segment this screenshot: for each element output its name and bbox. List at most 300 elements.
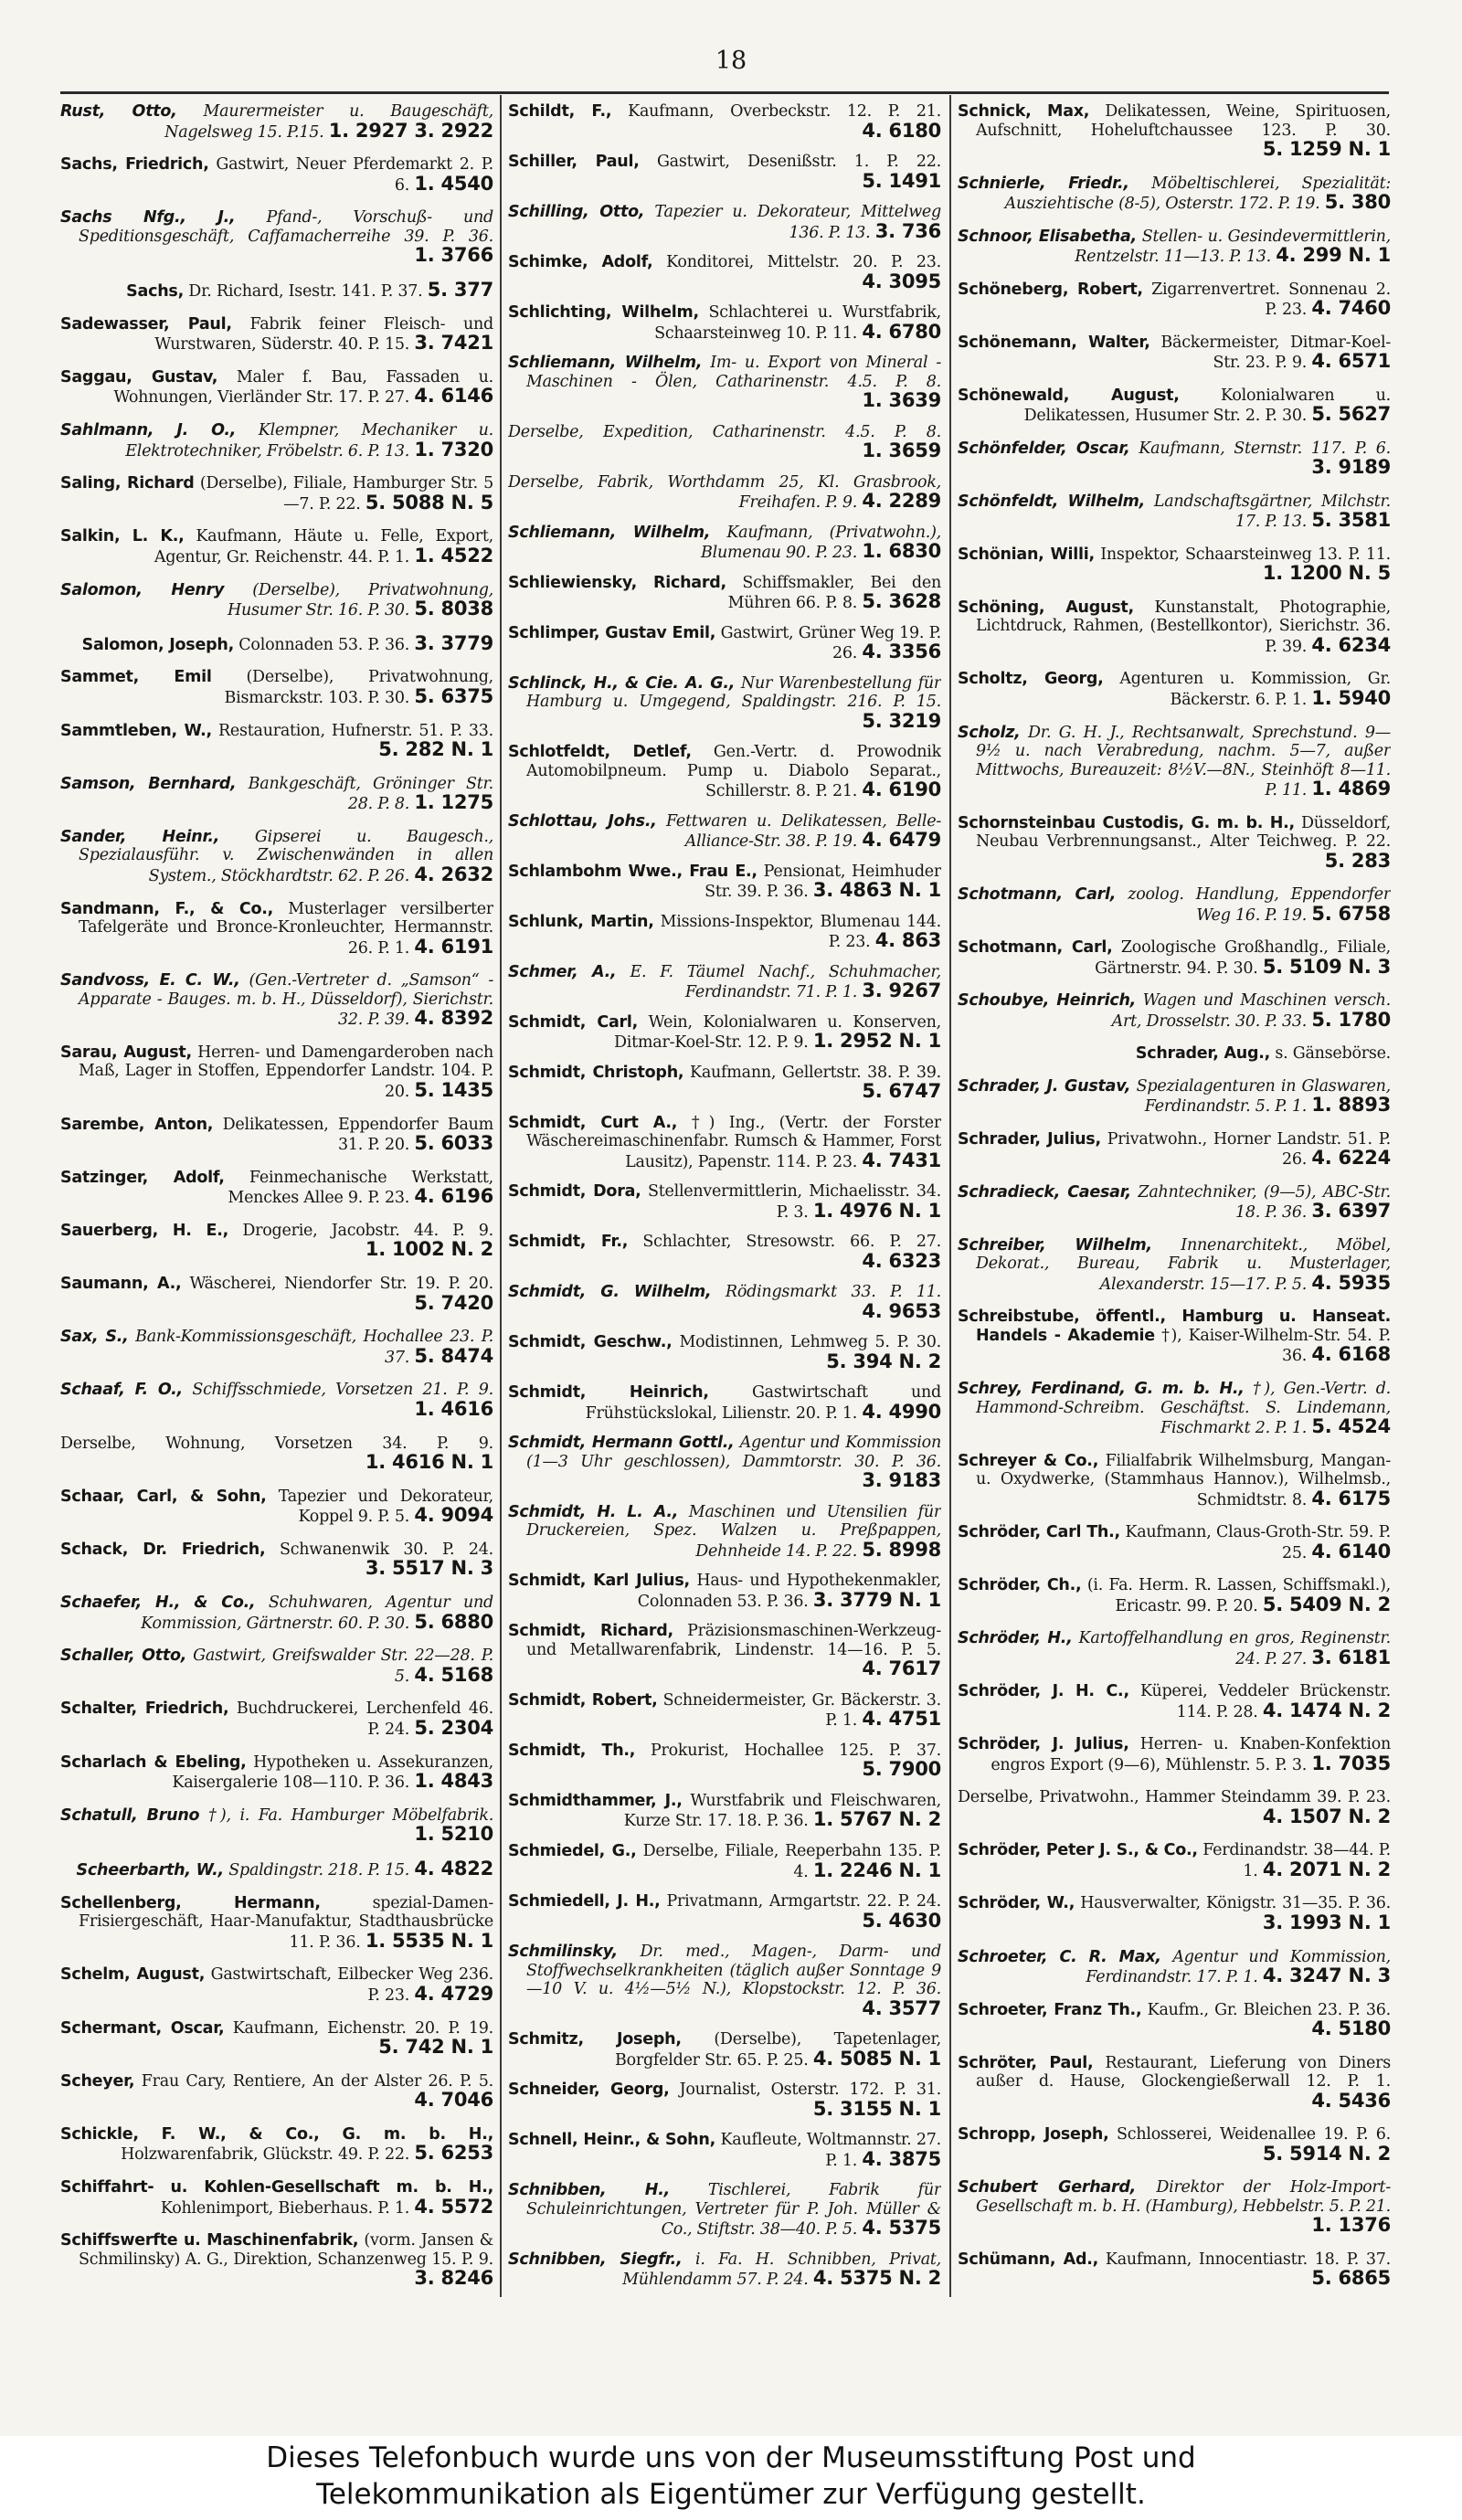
directory-entry xyxy=(958,175,1391,214)
phone-number: 4. 7431 xyxy=(862,1149,941,1171)
entry-details: Gen.-Vertr. d. Prowodnik Automobilpneum. Pump u. Diabolo Separat., Schillerstr. 8. P. 21. xyxy=(526,743,941,801)
directory-entry xyxy=(60,1541,493,1580)
directory-entry xyxy=(60,1435,493,1474)
entry-details: Düsseldorf, Neubau Verbrennungsanst., Alter Teichweg. P. 22. xyxy=(976,813,1391,852)
directory-entry xyxy=(508,1434,941,1492)
directory-entry xyxy=(958,2250,1391,2290)
phone-number: 1. 5535 N. 1 xyxy=(365,1929,493,1952)
phone-number: 5. 6758 xyxy=(1311,902,1391,925)
entry-details: Colonnaden 53. P. 36. xyxy=(238,635,410,654)
entry-details: Restaurant, Lieferung von Diners außer d. Hause, Glockengießerwall 12. P. 1. xyxy=(976,2053,1391,2091)
directory-entry xyxy=(958,885,1391,925)
phone-number: 5. 6880 xyxy=(414,1610,493,1633)
entry-name: Schornsteinbau Custodis, G. m. b. H., xyxy=(958,813,1295,832)
directory-entry xyxy=(60,102,493,142)
entry-name: Saggau, Gustav, xyxy=(60,367,218,386)
directory-entry xyxy=(60,1222,493,1261)
directory-entry xyxy=(508,253,941,292)
entry-details: Kaufmann, Overbeckstr. 12. P. 21. xyxy=(628,102,941,121)
entry-details: Gastwirtschaft, Eilbecker Weg 236. P. 23. xyxy=(210,1965,493,2005)
phone-number: 1. 5940 xyxy=(1311,686,1391,709)
entry-name: Schack, Dr. Friedrich, xyxy=(60,1540,266,1559)
entry-name: Schaller, Otto, xyxy=(60,1646,187,1666)
entry-details: Derselbe, Wohnung, Vorsetzen 34. P. 9. xyxy=(60,1434,493,1453)
entry-name: Schönfeldt, Wilhelm, xyxy=(958,492,1146,511)
entry-name: Satzinger, Adolf, xyxy=(60,1168,225,1187)
entry-name: Scharlach & Ebeling, xyxy=(60,1752,247,1772)
entry-details: Buchdruckerei, Lerchenfeld 46. P. 24. xyxy=(236,1699,493,1739)
directory-entry xyxy=(60,971,493,1030)
phone-number: 4. 5935 xyxy=(1311,1271,1391,1294)
phone-number: 5. 7420 xyxy=(414,1291,493,1314)
entry-name: Schiffswerfte u. Maschinenfabrik, xyxy=(60,2231,359,2250)
directory-entry xyxy=(508,812,941,852)
phone-number: 4. 9653 xyxy=(862,1299,941,1322)
directory-entry xyxy=(508,203,941,242)
entry-name: Schröder, Ch., xyxy=(958,1576,1082,1595)
phone-number: 1. 7035 xyxy=(1311,1752,1391,1774)
directory-entry xyxy=(60,1328,493,1367)
entry-details: Agenturen u. Kommission, Gr. Bäckerstr. 6. P. 1. xyxy=(1119,670,1391,709)
directory-entry xyxy=(958,545,1391,585)
entry-name: Schmidthammer, J., xyxy=(508,1791,683,1810)
entry-details: Tapezier und Dekorateur, Koppel 9. P. 5. xyxy=(278,1487,493,1527)
entry-details: Pensionat, Heimhuder Str. 39. P. 36. xyxy=(705,862,941,902)
directory-entry xyxy=(508,2250,941,2290)
phone-number: 4. 4822 xyxy=(414,1858,493,1879)
phone-number: 3. 3779 N. 1 xyxy=(812,1588,941,1611)
directory-entry xyxy=(958,1841,1391,1880)
phone-number: 5. 1435 xyxy=(414,1078,493,1101)
phone-number: 1. 1275 xyxy=(414,791,493,814)
entry-name: Scholz, xyxy=(958,723,1021,742)
entry-name: Schmidt, Th., xyxy=(508,1741,636,1760)
directory-entry xyxy=(60,775,493,814)
phone-number: 4. 863 xyxy=(874,929,941,952)
directory-entry xyxy=(508,102,941,142)
entry-name: Sander, Heinr., xyxy=(60,827,220,846)
entry-name: Schradieck, Caesar, xyxy=(958,1182,1131,1202)
entry-name: Schönian, Willi, xyxy=(958,545,1095,564)
entry-details: Direktor der Holz-Import-Gesellschaft m. b. H. (Hamburg), Hebbelstr. 5. P. 21. xyxy=(976,2178,1391,2216)
directory-entry xyxy=(60,668,493,707)
page-number: 18 xyxy=(715,47,747,75)
directory-entry xyxy=(508,574,941,613)
directory-entry xyxy=(508,1503,941,1562)
entry-name: Salomon, Joseph, xyxy=(81,635,234,654)
entry-details: Zoologische Großhandlg., Filiale, Gärtnerstr. 94. P. 30. xyxy=(1095,938,1391,978)
phone-number: 3. 9267 xyxy=(862,979,941,1002)
phone-number: 4. 6323 xyxy=(862,1249,941,1272)
entry-name: Schelm, August, xyxy=(60,1965,206,1985)
entry-details: Kaufmann, Claus-Groth-Str. 59. P. 25. xyxy=(1125,1523,1391,1562)
directory-entry xyxy=(60,1965,493,2005)
phone-number: 1. 3659 xyxy=(862,439,941,462)
phone-number: 5. 1780 xyxy=(1311,1008,1391,1031)
entry-details: Kunstanstalt, Photographie, Lichtdruck, Rahmen, (Bestellkontor), Sierichstr. 36. P. 39. xyxy=(976,598,1391,656)
phone-number: 4. 6146 xyxy=(414,385,493,408)
entry-details: spezial-Damen-Frisiergeschäft, Haar-Manufaktur, Stadthausbrücke 11. P. 36. xyxy=(79,1893,493,1952)
phone-number: 1. 4976 N. 1 xyxy=(812,1199,941,1222)
directory-entry xyxy=(508,1114,941,1172)
entry-name: Schmidt, Christoph, xyxy=(508,1063,684,1082)
phone-number: 5. 1491 xyxy=(862,169,941,192)
entry-details: Maler f. Bau, Fassaden u. Wohnungen, Vierländer Str. 17. P. 27. xyxy=(113,367,493,408)
entry-name: Schubert Gerhard, xyxy=(958,2178,1137,2197)
entry-name: Schreyer & Co., xyxy=(958,1451,1099,1470)
directory-entry xyxy=(508,963,941,1002)
directory-entry xyxy=(60,281,493,302)
entry-name: Schotmann, Carl, xyxy=(958,938,1113,958)
phone-number: 4. 6479 xyxy=(862,829,941,852)
directory-entry xyxy=(508,1383,941,1423)
entry-details: Maurermeister u. Baugeschäft, Nagelsweg 15. P.15. xyxy=(164,102,493,142)
entry-name: Sandvoss, E. C. W., xyxy=(60,971,240,990)
entry-name: Sadewasser, Paul, xyxy=(60,314,232,334)
entry-details: Nur Warenbestellung für Hamburg u. Umgegend, Spaldingstr. 216. P. 15. xyxy=(526,673,941,712)
phone-number: 4. 7460 xyxy=(1311,297,1391,320)
entry-name: Schlunk, Martin, xyxy=(508,912,654,931)
directory-entry xyxy=(60,722,493,761)
entry-details: Inspektor, Schaarsteinweg 13. P. 11. xyxy=(1100,545,1391,564)
directory-entry xyxy=(60,1806,493,1846)
directory-entry xyxy=(60,1275,493,1314)
directory-entry xyxy=(60,527,493,566)
directory-entry xyxy=(60,474,493,514)
entry-name: Schnibben, H., xyxy=(508,2181,670,2200)
directory-entry xyxy=(508,624,941,663)
phone-number: 4. 5180 xyxy=(1311,2017,1391,2040)
entry-name: Schaar, Carl, & Sohn, xyxy=(60,1487,267,1506)
footer-line-1: Dieses Telefonbuch wurde uns von der Museumsstiftung Post und xyxy=(266,2441,1196,2474)
directory-entry xyxy=(958,938,1391,978)
phone-number: 4. 6191 xyxy=(414,935,493,958)
entry-details: Gastwirt, Neuer Pferdemarkt 2. P. 6. xyxy=(216,155,493,195)
entry-name: Schmer, A., xyxy=(508,962,617,981)
directory-entry xyxy=(60,1594,493,1633)
directory-entry xyxy=(508,303,941,343)
entry-name: Schmidt, Karl Julius, xyxy=(508,1572,690,1591)
phone-number: 4. 5168 xyxy=(414,1663,493,1686)
entry-name: Schümann, Ad., xyxy=(958,2250,1099,2269)
entry-details: Stellen- u. Gesindevermittlerin, Rentzelstr. 11—13. P. 13. xyxy=(1075,227,1391,267)
phone-number: 4. 6168 xyxy=(1311,1343,1391,1366)
entry-details: (vorm. Jansen & Schmilinsky) A. G., Direktion, Schanzenweg 15. P. 9. xyxy=(79,2231,493,2269)
phone-number: 1. 4616 N. 1 xyxy=(365,1451,493,1474)
directory-entry xyxy=(958,670,1391,709)
directory-entry xyxy=(958,1130,1391,1170)
directory-entry xyxy=(60,1116,493,1155)
entry-details: Möbeltischlerei, Spezialität: Ausziehtische (8-5), Osterstr. 172. P. 19. xyxy=(1004,174,1391,214)
directory-entry xyxy=(508,743,941,801)
phone-number: 5. 394 N. 2 xyxy=(826,1350,941,1372)
entry-details: Gastwirt, Grüner Weg 19. P. 26. xyxy=(720,623,941,663)
directory-entry xyxy=(508,1013,941,1053)
phone-number: 4. 5085 N. 1 xyxy=(812,2047,941,2070)
directory-entry xyxy=(60,2019,493,2059)
entry-name: Schaefer, H., & Co., xyxy=(60,1594,256,1613)
directory-entry xyxy=(958,1682,1391,1721)
entry-name: Sarembe, Anton, xyxy=(60,1115,214,1134)
entry-details: †), i. Fa. Hamburger Möbelfabrik. xyxy=(208,1805,493,1825)
phone-number: 5. 8998 xyxy=(862,1538,941,1561)
entry-details: Rödingsmarkt 33. P. 11. xyxy=(725,1283,941,1302)
phone-number: 4. 5572 xyxy=(414,2195,493,2218)
entry-name: Sammtleben, W., xyxy=(60,721,212,740)
entry-name: Sandmann, F., & Co., xyxy=(60,899,274,918)
directory-entry xyxy=(60,1753,493,1793)
phone-number: 5. 742 N. 1 xyxy=(378,2036,493,2059)
directory-entry xyxy=(958,1077,1391,1117)
entry-name: Sax, S., xyxy=(60,1328,129,1347)
phone-number: 1. 8893 xyxy=(1311,1094,1391,1117)
entry-name: Schnick, Max, xyxy=(958,102,1090,121)
entry-details: Gipserei u. Baugesch., Spezialausführ. v. Zwischenwänden in allen System., Stöckhardtstr. 62. P. 26. xyxy=(79,827,493,885)
phone-number: 5. 7900 xyxy=(862,1758,941,1781)
directory-entry xyxy=(958,439,1391,479)
entry-details: Pfand-, Vorschuß- und Speditionsgeschäft, Caffamacherreihe 39. P. 36. xyxy=(79,208,493,246)
directory-entry xyxy=(508,1943,941,2019)
entry-name: Scheerbarth, W., xyxy=(76,1861,224,1879)
entry-name: Saumann, A., xyxy=(60,1275,182,1294)
directory-entry xyxy=(60,1381,493,1420)
entry-name: Sachs, Friedrich, xyxy=(60,155,209,175)
entry-name: Schreibstube, öffentl., Hamburg u. Hanseat. Handels - Akademie xyxy=(958,1308,1391,1345)
entry-name: Schreiber, Wilhelm, xyxy=(958,1235,1152,1255)
entry-details: Wein, Kolonialwaren u. Konserven, Ditmar-Koel-Str. 12. P. 9. xyxy=(614,1012,941,1053)
phone-number: 4. 3095 xyxy=(862,270,941,292)
entry-name: Schliemann, Wilhelm, xyxy=(508,354,703,373)
entry-details: (Gen.-Vertreter d. „Samson“ - Apparate - Bauges. m. b. H., Düsseldorf), Sierichstr. 32. P. 39. xyxy=(79,971,493,1030)
directory-entry xyxy=(958,1236,1391,1295)
entry-details: Derselbe, Fabrik, Worthdamm 25, Kl. Grasbrook, Freihafen. P. 9. xyxy=(508,472,941,513)
directory-entry xyxy=(60,1859,493,1880)
phone-number: 4. 299 N. 1 xyxy=(1276,244,1391,267)
directory-entry xyxy=(508,1842,941,1881)
entry-name: Sauerberg, H. E., xyxy=(60,1221,229,1240)
phone-number: 5. 5409 N. 2 xyxy=(1262,1593,1391,1615)
entry-details: (Derselbe), Privatwohnung, Bismarckstr. 103. P. 30. xyxy=(224,668,493,707)
entry-name: Schotmann, Carl, xyxy=(958,885,1117,905)
entry-details: Herren- und Damengarderoben nach Maß, Lager in Stoffen, Eppendorfer Landstr. 104. P. 20. xyxy=(79,1043,493,1101)
phone-number: 5. 6033 xyxy=(414,1132,493,1155)
directory-entry xyxy=(60,1646,493,1686)
entry-name: Sahlmann, J. O., xyxy=(60,421,237,440)
entry-details: s. Gänsebörse. xyxy=(1275,1044,1391,1064)
entry-details: Dr. Richard, Isestr. 141. P. 37. xyxy=(188,282,423,302)
directory-column-1 xyxy=(60,102,493,2290)
entry-details: Zigarrenvertret. Sonnenau 2. P. 23. xyxy=(1151,280,1391,320)
phone-number: 1. 3639 xyxy=(862,389,941,412)
phone-number: 4. 3247 N. 3 xyxy=(1262,1964,1391,1986)
entry-name: Schalter, Friedrich, xyxy=(60,1699,229,1719)
directory-entry xyxy=(958,281,1391,320)
entry-details: Kaufleute, Woltmannstr. 27. P. 1. xyxy=(720,2131,941,2170)
directory-entry xyxy=(60,368,493,408)
phone-number: 4. 6234 xyxy=(1311,633,1391,656)
phone-number: 3. 736 xyxy=(874,219,941,242)
entry-details: Maschinen und Utensilien für Druckereien, Spez. Walzen u. Preßpappen, Dehnheide 14. P. 22. xyxy=(526,1502,941,1561)
phone-number: 5. 6253 xyxy=(414,2142,493,2165)
directory-entry xyxy=(508,674,941,733)
entry-name: Schmiedell, J. H., xyxy=(508,1892,661,1911)
phone-number: 4. 6571 xyxy=(1311,350,1391,373)
phone-number: 4. 4729 xyxy=(414,1982,493,2005)
directory-entry xyxy=(958,2125,1391,2165)
entry-details: Hausverwalter, Königstr. 31—35. P. 36. xyxy=(1080,1894,1391,1913)
entry-details: Delikatessen, Weine, Spirituosen, Aufschnitt, Hoheluftchaussee 123. P. 30. xyxy=(976,102,1391,140)
entry-details: Missions-Inspektor, Blumenau 144. P. 23. xyxy=(660,912,941,952)
phone-number: 1. 5210 xyxy=(414,1823,493,1846)
phone-number: 3. 9189 xyxy=(1311,456,1391,479)
entry-name: Schmidt, Curt A., xyxy=(508,1113,678,1132)
entry-details: Kaufmann, Innocentiastr. 18. P. 37. xyxy=(1105,2250,1391,2269)
entry-details: Kaufmann, Häute u. Felle, Export, Agentur, Gr. Reichenstr. 44. P. 1. xyxy=(154,527,493,566)
directory-entry xyxy=(60,631,493,655)
directory-entry xyxy=(508,913,941,952)
footer-notice xyxy=(0,2436,1462,2520)
entry-name: Schmitz, Joseph, xyxy=(508,2030,682,2049)
entry-details: Präzisionsmaschinen-Werkzeug- und Metallwarenfabrik, Lindenstr. 14—16. P. 5. xyxy=(526,1622,941,1659)
phone-number: 1. 1376 xyxy=(1311,2214,1391,2237)
directory-entry xyxy=(508,1572,941,1611)
directory-entry xyxy=(60,315,493,355)
entry-name: Schiller, Paul, xyxy=(508,153,640,172)
entry-name: Schrey, Ferdinand, G. m. b. H., xyxy=(958,1380,1245,1399)
phone-number: 5. 6375 xyxy=(414,684,493,707)
entry-name: Scheyer, xyxy=(60,2071,135,2091)
entry-details: Filialfabrik Wilhelmsburg, Mangan- u. Oxydwerke, (Stammhaus Hannov.), Wilhelmsb., Schmidtstr. 8. xyxy=(976,1451,1391,1509)
entry-name: Schmiedel, G., xyxy=(508,1842,637,1860)
entry-name: Schönewald, August, xyxy=(958,386,1180,405)
phone-number: 5. 5088 N. 5 xyxy=(365,491,493,514)
directory-entry xyxy=(958,2054,1391,2112)
entry-name: Schnibben, Siegfr., xyxy=(508,2250,683,2269)
phone-number: 4. 6224 xyxy=(1311,1147,1391,1170)
directory-entry xyxy=(60,1043,493,1102)
phone-number: 5. 8474 xyxy=(414,1344,493,1367)
phone-number: 5. 2304 xyxy=(414,1716,493,1739)
entry-details: Klempner, Mechaniker u. Elektrotechniker, Fröbelstr. 6. P. 13. xyxy=(125,421,493,461)
entry-name: Schmidt, Robert, xyxy=(508,1690,658,1710)
entry-name: Saling, Richard xyxy=(60,474,195,493)
entry-name: Schildt, F., xyxy=(508,102,612,121)
entry-name: Sachs, xyxy=(126,282,184,302)
directory-entry xyxy=(60,828,493,886)
entry-details: Wurstfabrik und Fleischwaren, Kurze Str. 17. 18. P. 36. xyxy=(623,1791,941,1831)
phone-number: 5. 4630 xyxy=(862,1909,941,1932)
entry-name: Schröder, J. Julius, xyxy=(958,1735,1129,1754)
phone-number: 5. 377 xyxy=(427,279,493,302)
phone-number: 3. 3779 xyxy=(414,631,493,654)
phone-number: 4. 1507 N. 2 xyxy=(1262,1805,1391,1827)
entry-details: Feinmechanische Werkstatt, Menckes Allee 9. P. 23. xyxy=(228,1168,493,1208)
entry-name: Sammet, Emil xyxy=(60,668,212,687)
entry-details: Agentur und Kommission (1—3 Uhr geschlossen), Dammtorstr. 30. P. 36. xyxy=(526,1434,941,1471)
directory-entry xyxy=(958,1523,1391,1562)
phone-number: 1. 2952 N. 1 xyxy=(812,1030,941,1053)
entry-name: Schmilinsky, xyxy=(508,1943,618,1962)
phone-number: 5. 283 xyxy=(1324,849,1391,872)
column-divider xyxy=(500,95,502,2297)
directory-entry xyxy=(958,1452,1391,1510)
entry-details: E. F. Täumel Nachf., Schuhmacher, Ferdinandstr. 71. P. 1. xyxy=(630,962,941,1002)
entry-name: Schmidt, Heinrich, xyxy=(508,1383,709,1403)
phone-number: 4. 6780 xyxy=(862,320,941,343)
directory-entry xyxy=(508,153,941,192)
entry-details: Bank-Kommissionsgeschäft, Hochallee 23. P. 37. xyxy=(135,1328,493,1367)
header-rule xyxy=(60,91,1389,94)
phone-number: 3. 4863 N. 1 xyxy=(812,879,941,902)
entry-details: Kolonialwaren u. Delikatessen, Husumer Str. 2. P. 30. xyxy=(1023,386,1391,426)
entry-name: Schmidt, Richard, xyxy=(508,1622,673,1641)
phone-number: 4. 9094 xyxy=(414,1504,493,1527)
directory-entry xyxy=(508,1333,941,1372)
entry-name: Schlotfeldt, Detlef, xyxy=(508,743,692,762)
phone-number: 5. 6865 xyxy=(1311,2267,1391,2290)
entry-details: Tapezier u. Dekorateur, Mittelweg 136. P. 13. xyxy=(654,203,941,242)
directory-entry xyxy=(508,1892,941,1932)
entry-name: Salomon, Henry xyxy=(60,580,225,599)
entry-details: i. Fa. H. Schnibben, Privat, Mühlendamm 57. P. 24. xyxy=(622,2250,941,2290)
entry-name: Salkin, L. K., xyxy=(60,527,185,546)
entry-details: Derselbe, Expedition, Catharinenstr. 4.5. P. 8. xyxy=(508,422,941,441)
phone-number: 4. 3875 xyxy=(862,2147,941,2170)
entry-name: Schöneberg, Robert, xyxy=(958,280,1143,299)
entry-name: Schöning, August, xyxy=(958,598,1134,617)
entry-details: Fettwaren u. Delikatessen, Belle-Alliance-Str. 38. P. 19. xyxy=(665,811,941,852)
phone-number: 1. 5767 N. 2 xyxy=(812,1808,941,1831)
entry-details: †), Gen.-Vertr. d. Hammond-Schreibm. Geschäftst. S. Lindemann, Fischmarkt 2. P. 1. xyxy=(976,1380,1391,1438)
entry-details: Frau Cary, Rentiere, An der Alster 26. P. 5. xyxy=(141,2071,493,2091)
entry-details: Konditorei, Mittelstr. 20. P. 23. xyxy=(666,253,941,272)
directory-entry xyxy=(958,724,1391,800)
entry-name: Schlottau, Johs., xyxy=(508,811,657,831)
directory-entry xyxy=(508,473,941,513)
entry-details: Küperei, Veddeler Brückenstr. 114. P. 28. xyxy=(1140,1682,1391,1721)
directory-entry xyxy=(958,598,1391,657)
entry-name: Schroeter, Franz Th., xyxy=(958,2000,1142,2019)
directory-column-2 xyxy=(508,102,941,2290)
entry-details: Kaufmann, (Privatwohn.), Blumenau 90. P. 23. xyxy=(701,523,941,563)
phone-number: 4. 7046 xyxy=(414,2089,493,2112)
entry-name: Schröder, J. H. C., xyxy=(958,1682,1129,1701)
entry-details: Ferdinandstr. 38—44. P. 1. xyxy=(1202,1841,1391,1880)
entry-details: Landschaftsgärtner, Milchstr. 17. P. 13. xyxy=(1153,492,1391,532)
entry-details: Kartoffelhandlung en gros, Reginenstr. 24. P. 27. xyxy=(1078,1629,1391,1668)
entry-details: Musterlager versilberter Tafelgeräte und Bronce-Kronleuchter, Hermannstr. 26. P. 1. xyxy=(79,899,493,958)
phone-number: 4. 5375 xyxy=(862,2217,941,2239)
directory-entry xyxy=(508,1283,941,1322)
phone-number: 3. 6181 xyxy=(1311,1646,1391,1668)
phone-number: 5. 3581 xyxy=(1311,509,1391,532)
directory-entry xyxy=(958,991,1391,1031)
entry-name: Schickle, F. W., & Co., G. m. b. H., xyxy=(60,2124,493,2144)
phone-number: 1. 7320 xyxy=(414,438,493,461)
entry-name: Schröder, Peter J. S., & Co., xyxy=(958,1841,1198,1860)
entry-details: Schuhwaren, Agentur und Kommission, Gärtnerstr. 60. P. 30. xyxy=(141,1594,493,1633)
entry-details: Kaufmann, Sternstr. 117. P. 6. xyxy=(1139,439,1391,458)
entry-details: Tischlerei, Fabrik für Schuleinrichtungen, Vertreter für P. Joh. Müller & Co., Stiftstr. 38—40. P. 5. xyxy=(526,2181,941,2239)
directory-entry xyxy=(508,2131,941,2170)
phone-number: 4. 7617 xyxy=(862,1657,941,1680)
entry-name: Schröder, Carl Th., xyxy=(958,1523,1120,1542)
phone-number: 4. 1474 N. 2 xyxy=(1262,1699,1391,1721)
entry-name: Schnierle, Friedr., xyxy=(958,174,1129,193)
footer-line-2: Telekommunikation als Eigentümer zur Verfügung gestellt. xyxy=(316,2478,1146,2511)
entry-name: Schmidt, Carl, xyxy=(508,1012,639,1032)
entry-details: Holzwarenfabrik, Glückstr. 49. P. 22. xyxy=(121,2145,410,2165)
